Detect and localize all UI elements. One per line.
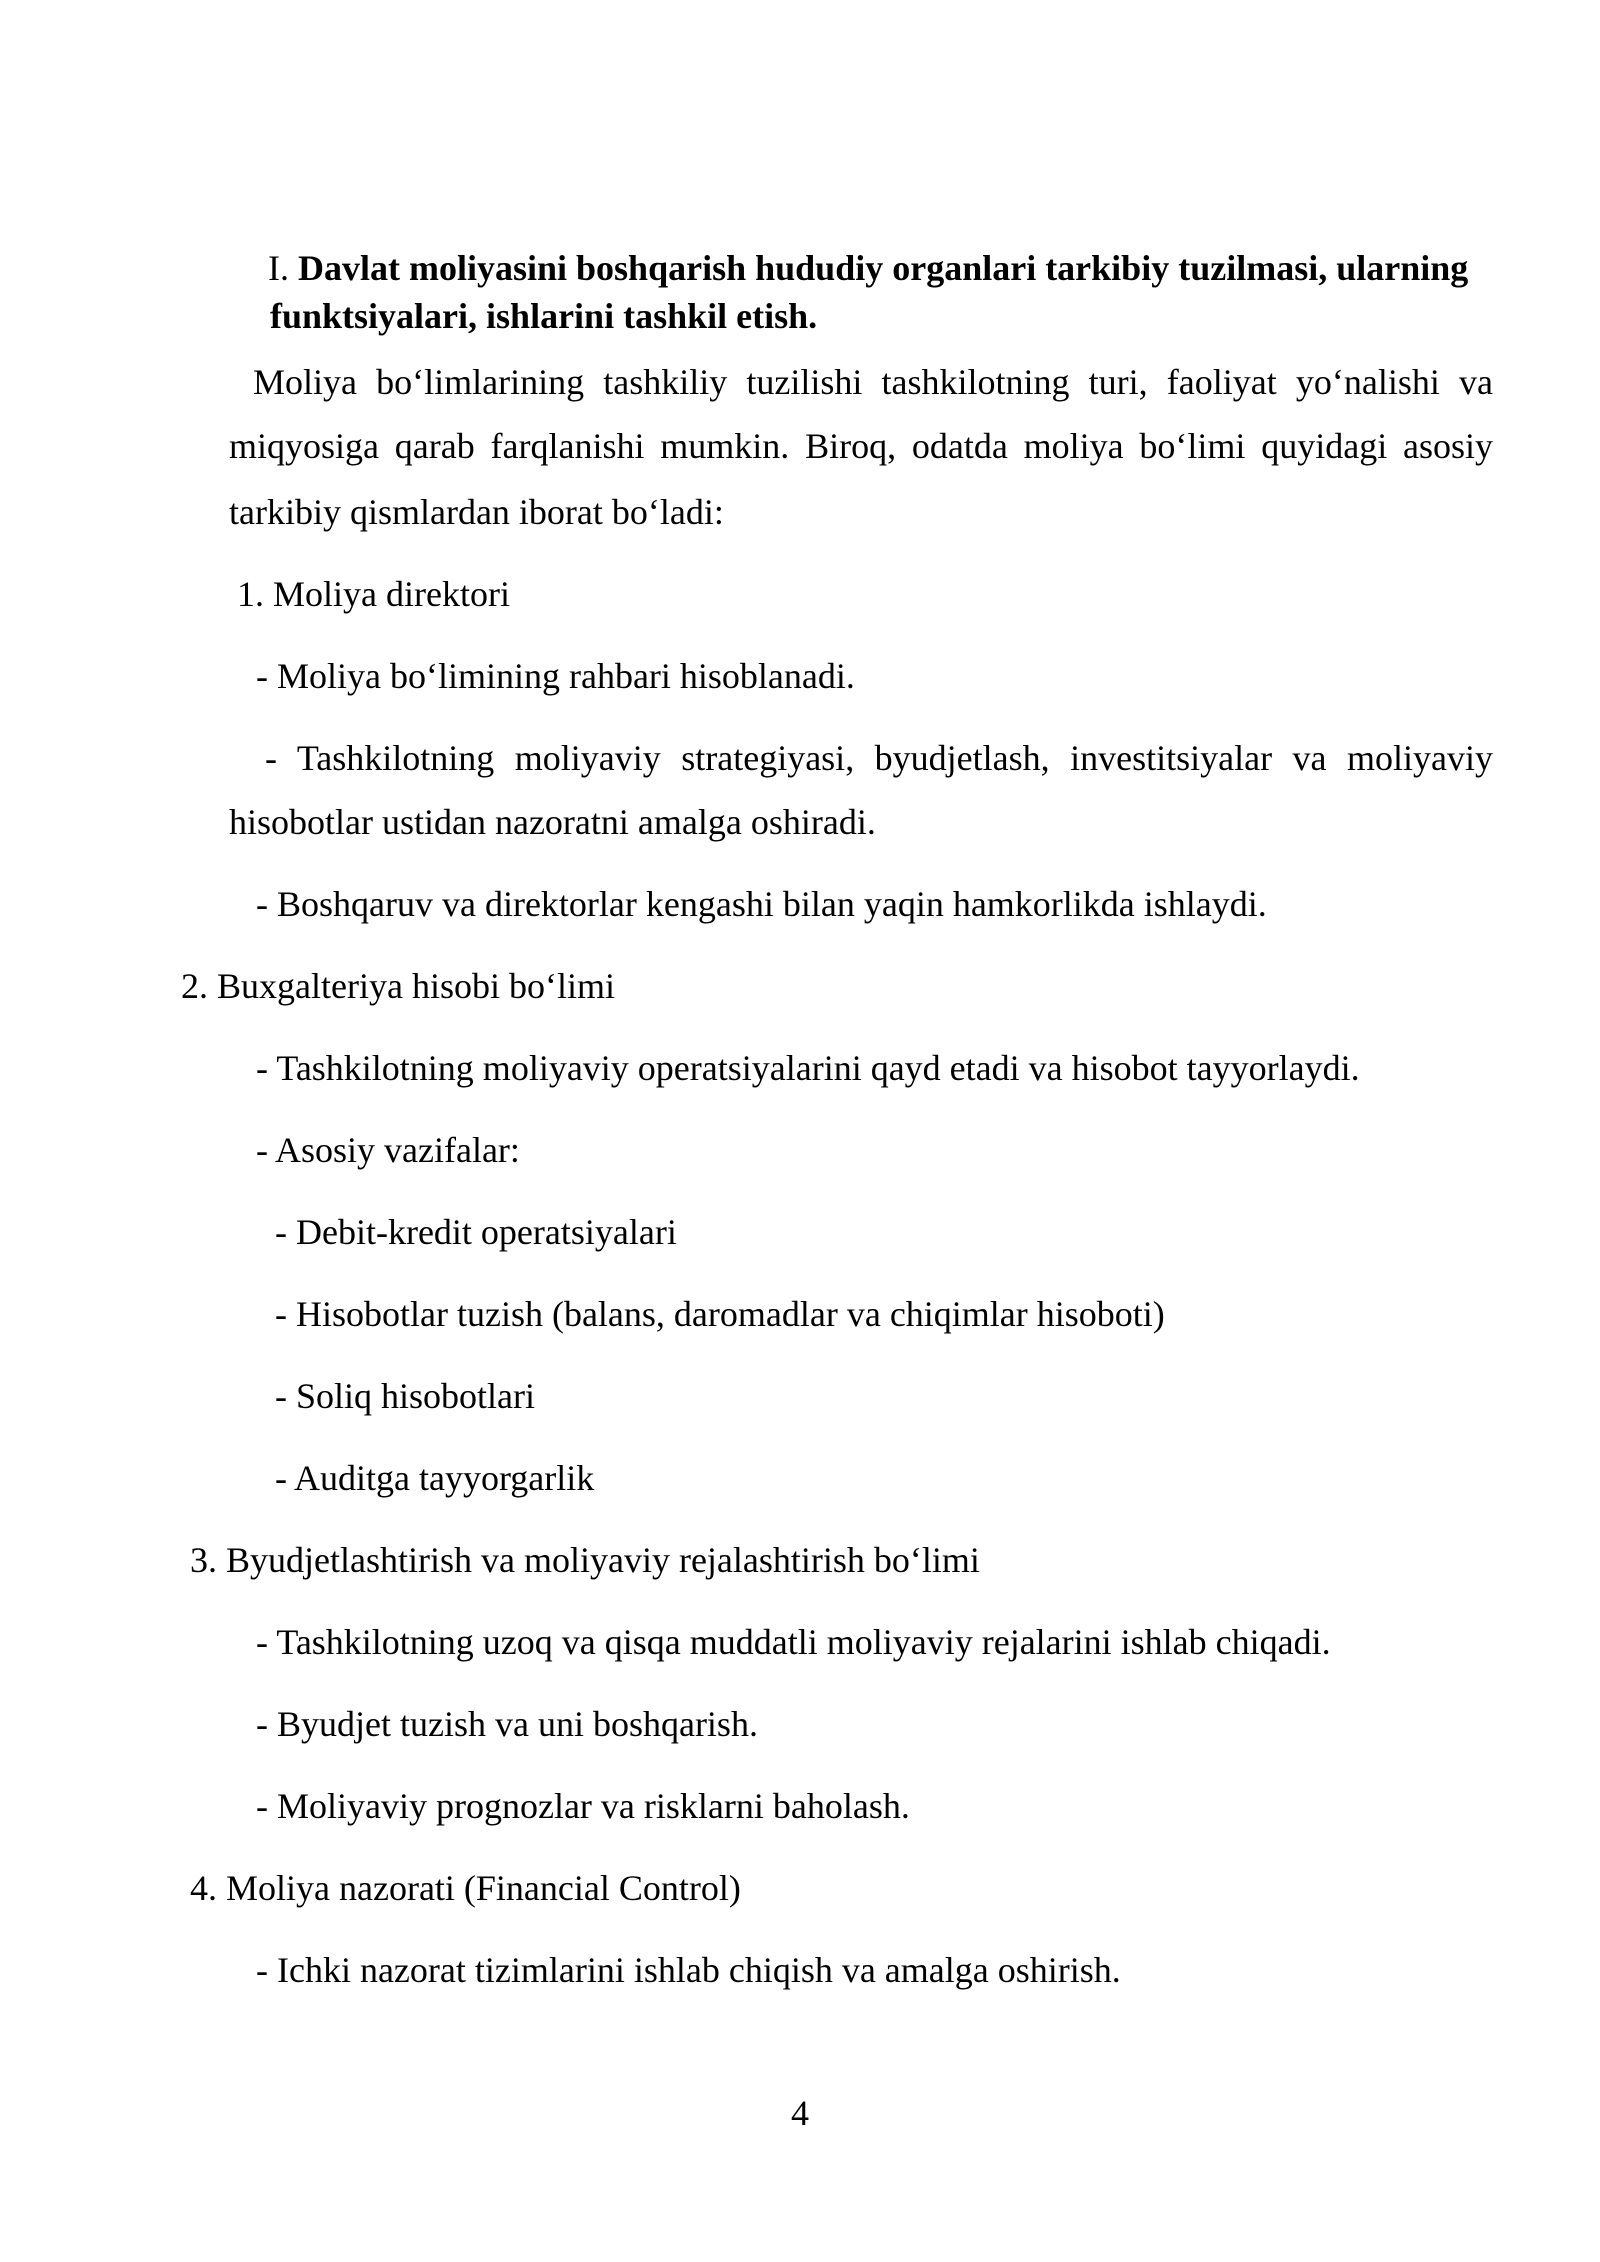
section-1-item-2-line-1: - Tashkilotning moliyaviy strategiyasi, byudjetlash, investitsiyalar va moliyaviy bbox=[265, 738, 1493, 778]
heading-title: Davlat moliyasini boshqarish hududiy organlari tarkibiy tuzilmasi, ularning bbox=[298, 248, 1469, 288]
section-2-item-1: - Tashkilotning moliyaviy operatsiyalarini qayd etadi va hisobot tayyorlaydi. bbox=[256, 1048, 1360, 1088]
page-number: 4 bbox=[791, 2093, 809, 2133]
section-2-item-2: - Asosiy vazifalar: bbox=[256, 1130, 520, 1170]
heading-line-2: funktsiyalari, ishlarini tashkil etish. bbox=[270, 296, 818, 336]
section-2-subitem-3: - Soliq hisobotlari bbox=[275, 1376, 535, 1416]
section-3-item-3: - Moliyaviy prognozlar va risklarni baholash. bbox=[256, 1786, 910, 1826]
intro-line-1: Moliya bo‘limlarining tashkiliy tuzilishi tashkilotning turi, faoliyat yo‘nalishi va bbox=[253, 362, 1493, 402]
section-1-item-2-line-2: hisobotlar ustidan nazoratni amalga oshiradi. bbox=[229, 802, 876, 842]
section-1-item-1: - Moliya bo‘limining rahbari hisoblanadi. bbox=[256, 656, 855, 696]
section-3-title: 3. Byudjetlashtirish va moliyaviy rejalashtirish bo‘limi bbox=[190, 1540, 980, 1580]
section-4-title: 4. Moliya nazorati (Financial Control) bbox=[190, 1868, 741, 1908]
heading-numeral: I. bbox=[268, 248, 289, 288]
section-2-subitem-2: - Hisobotlar tuzish (balans, daromadlar va chiqimlar hisoboti) bbox=[275, 1294, 1165, 1334]
section-1-item-3: - Boshqaruv va direktorlar kengashi bilan yaqin hamkorlikda ishlaydi. bbox=[256, 884, 1267, 924]
section-1-title: 1. Moliya direktori bbox=[237, 574, 510, 614]
section-2-title: 2. Buxgalteriya hisobi bo‘limi bbox=[181, 966, 615, 1006]
section-3-item-2: - Byudjet tuzish va uni boshqarish. bbox=[256, 1704, 758, 1744]
intro-line-2: miqyosiga qarab farqlanishi mumkin. Biroq, odatda moliya bo‘limi quyidagi asosiy bbox=[229, 426, 1493, 466]
heading-line-1 bbox=[268, 248, 1468, 289]
section-4-item-1: - Ichki nazorat tizimlarini ishlab chiqish va amalga oshirish. bbox=[256, 1950, 1121, 1990]
intro-line-3: tarkibiy qismlardan iborat bo‘ladi: bbox=[229, 492, 724, 532]
section-2-subitem-4: - Auditga tayyorgarlik bbox=[275, 1458, 595, 1498]
section-3-item-1: - Tashkilotning uzoq va qisqa muddatli moliyaviy rejalarini ishlab chiqadi. bbox=[256, 1622, 1331, 1662]
section-2-subitem-1: - Debit-kredit operatsiyalari bbox=[275, 1212, 677, 1252]
